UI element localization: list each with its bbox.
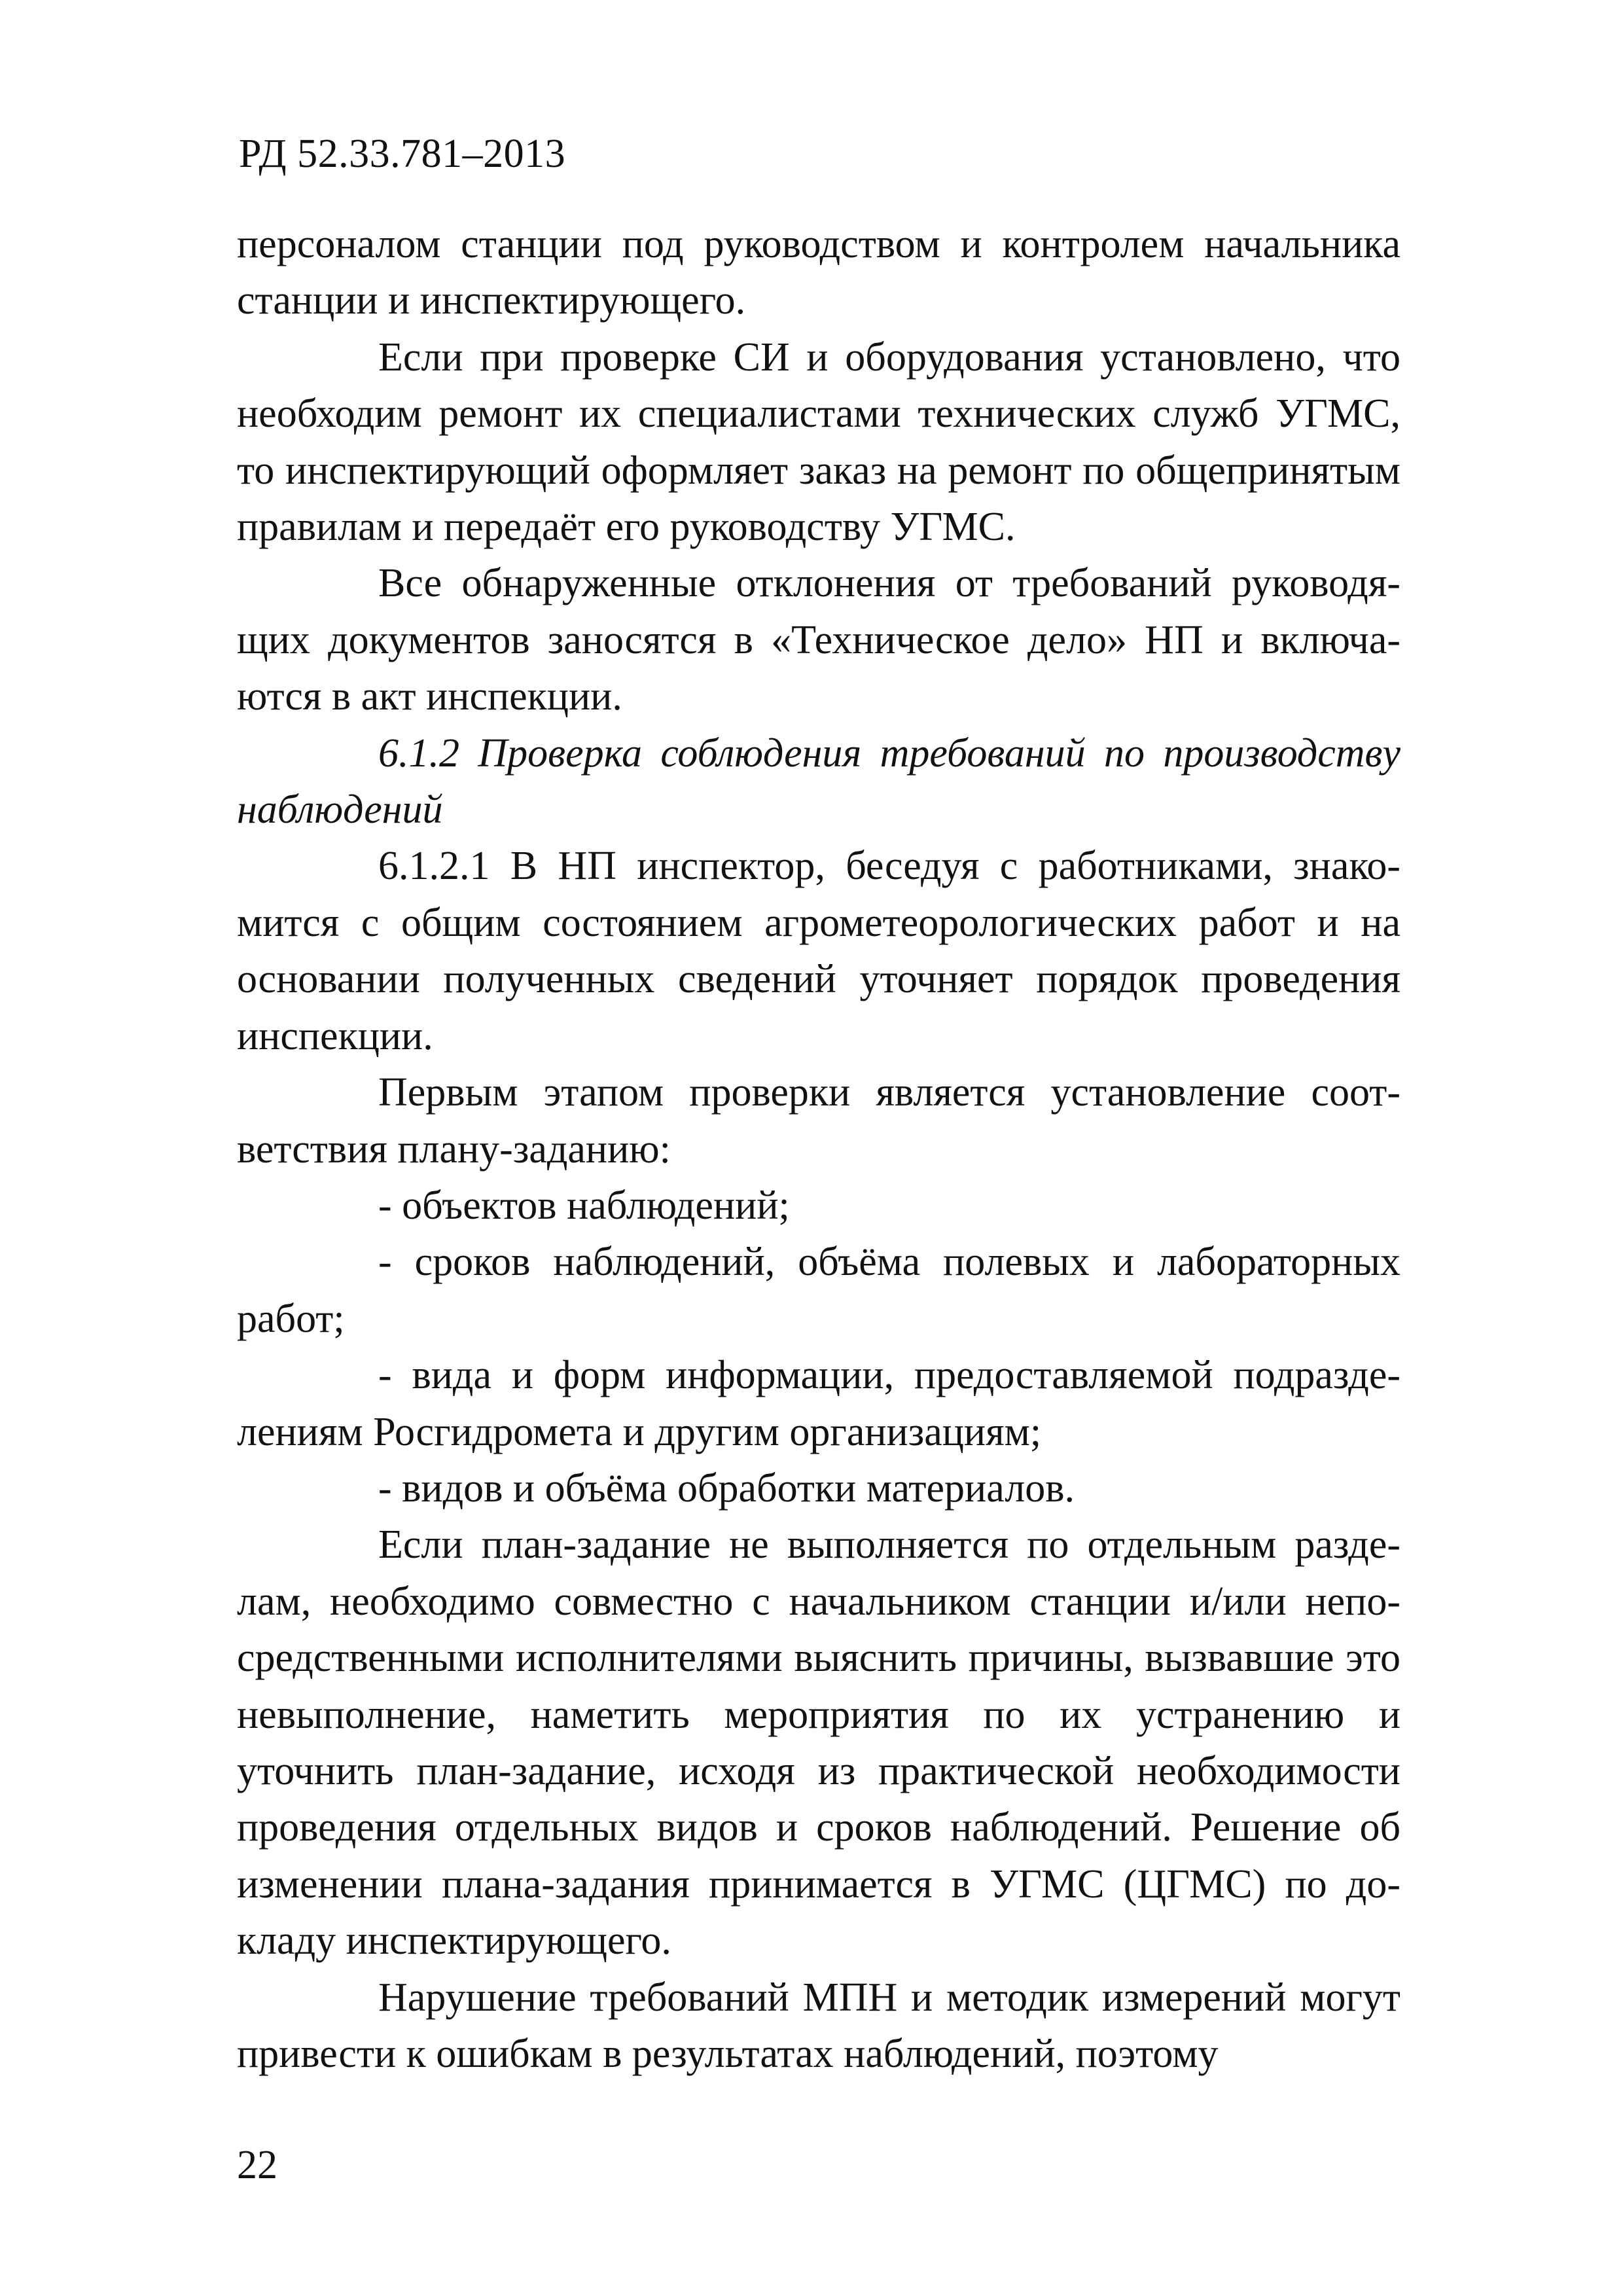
paragraph-violations: Нарушение требований МПН и методик измерений могут привести к ошибкам в результатах наблюдений, поэтому	[237, 1975, 1400, 2076]
list-item-objects: - объектов наблюдений;	[378, 1183, 790, 1228]
page-body-text	[237, 216, 1400, 2082]
list-item-terms: - сроков наблюдений, объёма полевых и лабораторных работ;	[237, 1240, 1400, 1341]
list-item-information: - вида и форм информации, предоставляемой подразделениям Росгидромета и другим организациям;	[237, 1353, 1400, 1454]
paragraph-deviations: Все обнаруженные отклонения от требований руководящих документов заносятся в «Техническое дело» НП и включаются в акт инспекции.	[237, 561, 1400, 719]
paragraph-continuation: персоналом станции под руководством и контролем начальника станции и инспектирующего.	[237, 222, 1400, 323]
paragraph-first-stage: Первым этапом проверки является установление соответствия плану-заданию:	[237, 1070, 1400, 1172]
paragraph-plan-not-fulfilled: Если план-задание не выполняется по отдельным разделам, необходимо совместно с начальником станции и/или непосредственными исполнителями выяснить причины, вызвавшие это невыполнение, наметить мероприятия по их устранению и уточнить план-задание, исходя из практической необходимости проведения отдельных видов и сроков наблюдений. Решение об изменении плана-задания принимается в УГМС (ЦГМС) по докладу инспектирующего.	[237, 1522, 1400, 1964]
paragraph-6-1-2-1: 6.1.2.1 В НП инспектор, беседуя с работниками, знакомится с общим состоянием агрометеорологических работ и на основании полученных сведений уточняет порядок проведения инспекции.	[237, 844, 1400, 1058]
section-heading-6-1-2: 6.1.2 Проверка соблюдения требований по производству наблюдений	[237, 730, 1400, 833]
document-code-header: РД 52.33.781–2013	[239, 132, 566, 176]
paragraph-repair-order: Если при проверке СИ и оборудования установлено, что необходим ремонт их специалистами технических служб УГМС, то инспектирующий оформляет заказ на ремонт по общепринятым правилам и передаёт его руководству УГМС.	[237, 334, 1400, 550]
list-item-processing: - видов и объёма обработки материалов.	[378, 1465, 1075, 1511]
page-number: 22	[237, 2143, 277, 2187]
